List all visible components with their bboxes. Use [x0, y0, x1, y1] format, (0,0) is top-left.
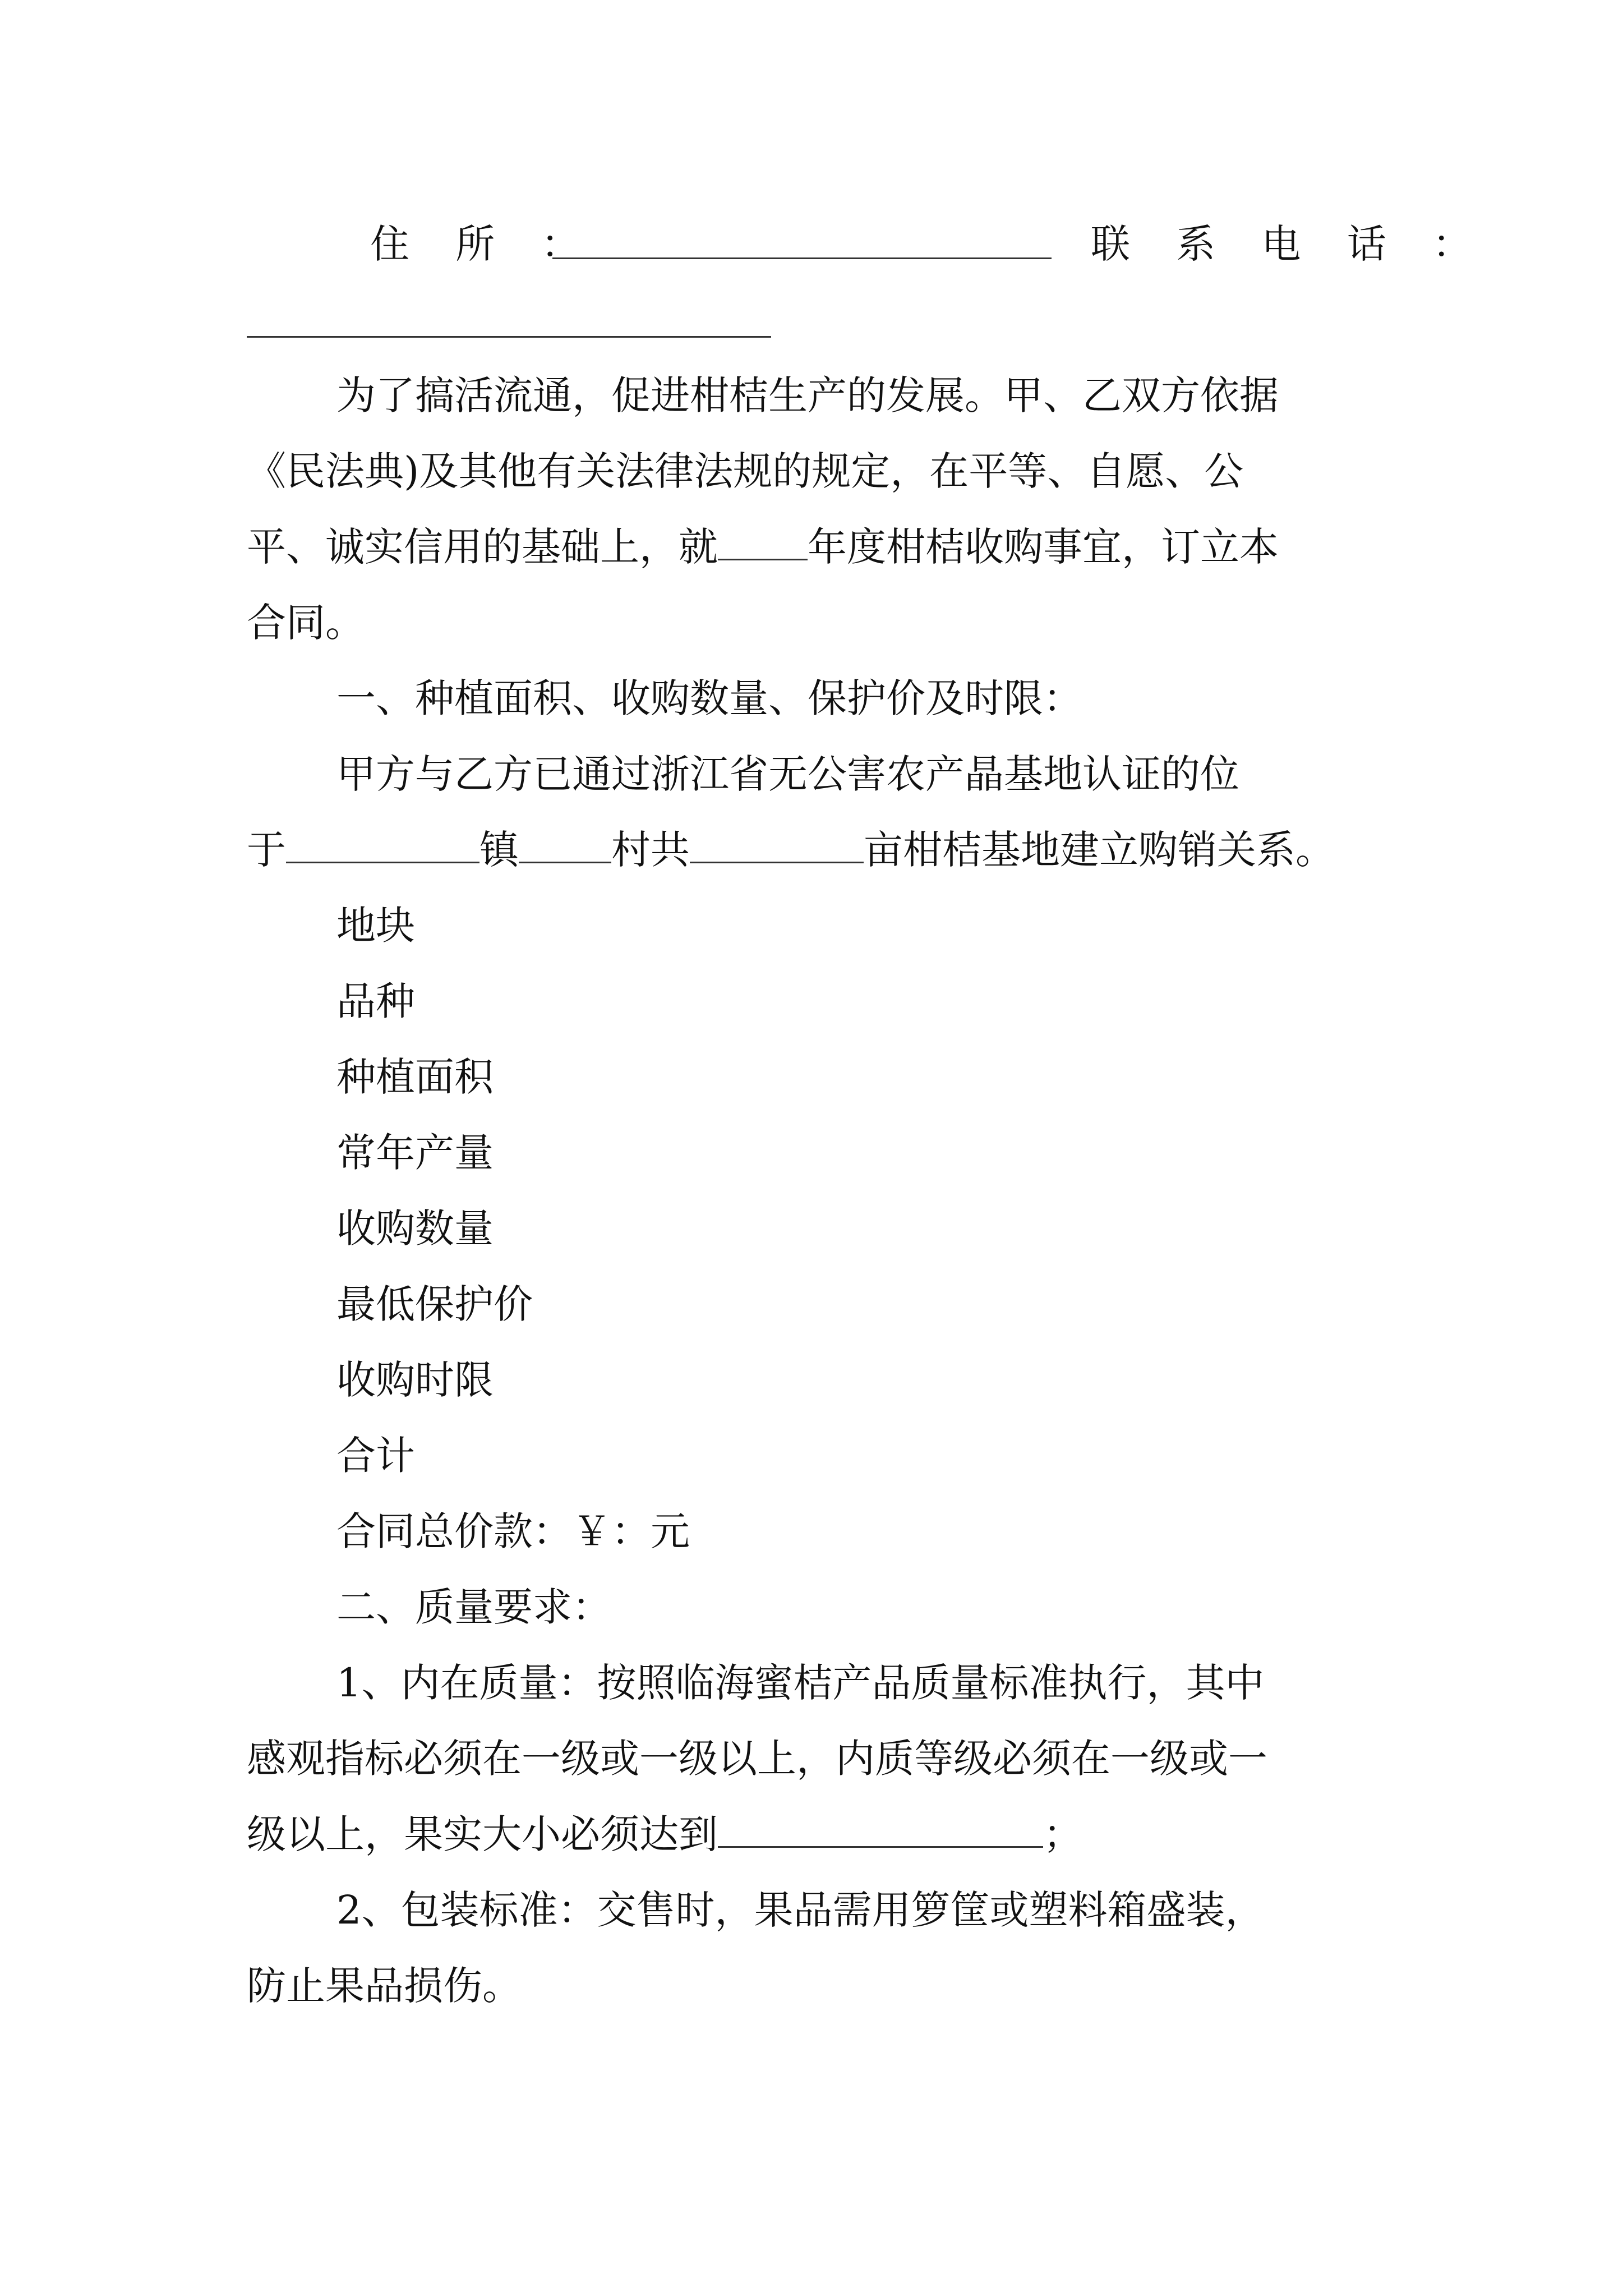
village-blank: [519, 861, 611, 863]
q1d-text: ；: [1043, 1811, 1082, 1857]
quality-1-line-2: 感观指标必须在一级或一级以上，内质等级必须在一级或一: [247, 1736, 1267, 1782]
p2-text-b: 镇: [479, 827, 519, 873]
quality-2-line-1: 2、包装标准：交售时，果品需用箩筐或塑料箱盛装，: [336, 1887, 1265, 1933]
section1-p2: [247, 827, 1335, 872]
section1-p1: 甲方与乙方已通过浙江省无公害农产晶基地认证的位: [336, 751, 1239, 797]
item-planting-area: 种植面积: [336, 1054, 494, 1100]
phone-label: 联 系 电 话 ：: [1091, 221, 1489, 267]
intro-line-3b: 年度柑桔收购事宜，订立本: [808, 524, 1279, 570]
item-min-price: 最低保护价: [336, 1281, 533, 1327]
quality-1-line-1: 1、内在质量：按照临海蜜桔产品质量标准执行，其中: [336, 1660, 1265, 1706]
intro-line-1: 为了搞活流通，促进柑桔生产的发展。甲、乙双方依据: [336, 372, 1279, 418]
phone-blank: [247, 335, 771, 338]
area-blank: [690, 861, 864, 863]
year-blank: [718, 558, 808, 560]
quality-1-line-3: [247, 1812, 1082, 1857]
fruit-size-blank: [718, 1846, 1043, 1848]
item-purchase-quantity: 收购数量: [336, 1205, 494, 1251]
address-label: 住 所 ：: [370, 221, 597, 267]
item-variety: 品种: [336, 978, 415, 1024]
p2-text-c: 村共: [611, 827, 690, 873]
intro-line-3a: 平、诚实信用的基础上，就: [247, 524, 718, 570]
item-plot: 地块: [336, 903, 415, 949]
contract-total-price: 合同总价款：￥：元: [336, 1508, 690, 1554]
item-total: 合计: [336, 1433, 415, 1479]
item-time-limit: 收购时限: [336, 1357, 494, 1403]
p2-text-d: 亩柑桔基地建立购销关系。: [864, 827, 1335, 873]
intro-line-4: 合同。: [247, 600, 365, 646]
address-blank: [552, 257, 1052, 259]
town-blank: [286, 861, 479, 863]
section1-title: 一、种植面积、收购数量、保护价及时限：: [336, 675, 1082, 721]
section2-title: 二、质量要求：: [336, 1584, 611, 1630]
intro-line-2: 《民法典)及其他有关法律法规的规定，在平等、自愿、公: [247, 448, 1244, 494]
p2-text-a: 于: [247, 827, 286, 873]
q1c-text: 级以上，果实大小必须达到: [247, 1811, 718, 1857]
item-annual-yield: 常年产量: [336, 1130, 494, 1176]
quality-2-line-2: 防止果品损伤。: [247, 1963, 522, 2009]
intro-line-3: [247, 524, 1279, 569]
